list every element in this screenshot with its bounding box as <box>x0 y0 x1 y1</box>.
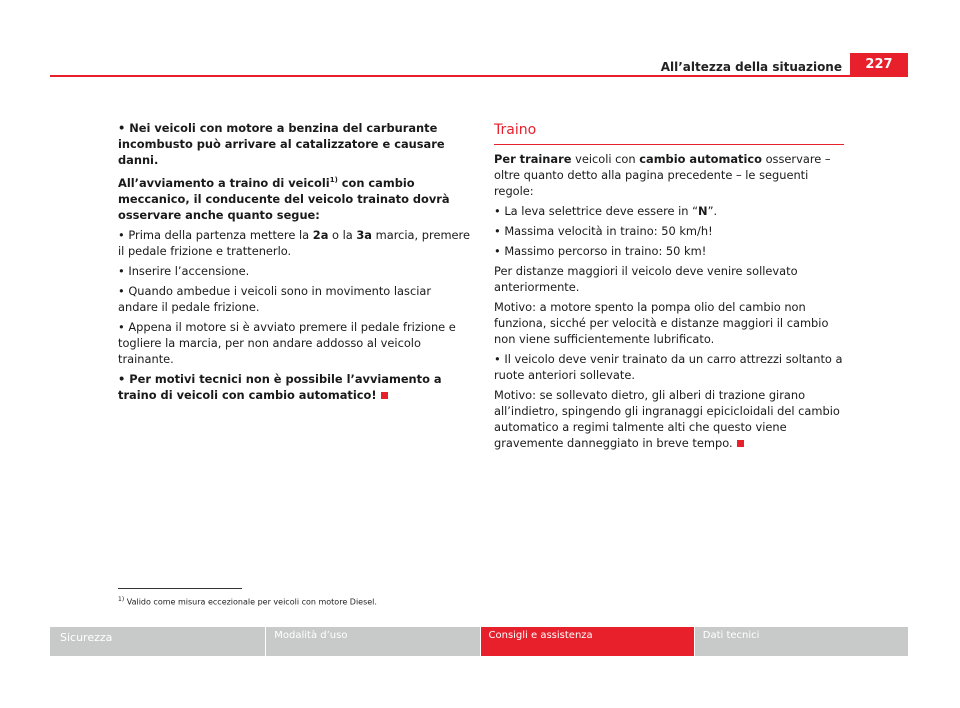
manual-towstart-text-a: All’avviamento a traino di veicoli <box>118 175 330 190</box>
reason-epicyclic <box>494 387 846 451</box>
footnote-rule <box>118 588 242 589</box>
end-marker-icon <box>381 392 388 399</box>
towing-intro <box>494 151 846 199</box>
rule-selector-neutral <box>494 203 846 219</box>
towing-intro-d: osservare – oltre quanto detto alla pagina precedente – le seguenti regole: <box>494 152 831 198</box>
nav-tab-modalita-duso[interactable]: Modalità d’uso <box>266 627 480 656</box>
left-column <box>118 120 470 407</box>
reason-epicyclic-text: Motivo: se sollevato dietro, gli alberi di trazione girano all’indietro, spingendo gli ingranaggi epicicloidali del cambio automatico a regimi talmente alti che questo viene gravemente danneggiato in breve tempo. <box>494 388 840 450</box>
header-rule <box>50 75 908 77</box>
footnote-ref: 1) <box>329 176 338 184</box>
rule-selector-a: • La leva selettrice deve essere in “ <box>494 204 699 218</box>
towing-intro-a: Per trainare <box>494 152 572 166</box>
rule-selector-b: ”. <box>707 204 718 218</box>
warning-automatic <box>118 371 470 403</box>
step-gear-text-b: marcia, premere il pedale frizione e trattenerlo. <box>118 227 470 258</box>
footer-nav <box>50 627 908 656</box>
section-title: Traino <box>494 122 844 145</box>
step-gear-text-mid: o la <box>328 227 357 242</box>
footnote <box>118 596 377 607</box>
rule-tow-truck: • Il veicolo deve venir trainato da un carro attrezzi soltanto a ruote anteriori sollevate. <box>494 352 843 382</box>
step-ignition: • Inserire l’accensione. <box>118 263 250 278</box>
step-gear-text-a: • Prima della partenza mettere la <box>118 227 313 242</box>
rule-max-distance: • Massimo percorso in traino: 50 km! <box>494 244 707 258</box>
nav-tab-consigli-assistenza[interactable]: Consigli e assistenza <box>481 627 695 656</box>
right-column <box>494 122 846 455</box>
reason-oil-pump: Motivo: a motore spento la pompa olio del cambio non funziona, sicché per velocità e distanze maggiori il cambio non viene sufficientemente lubrificato. <box>494 300 829 346</box>
step-select-gear <box>118 227 470 259</box>
towing-intro-b: veicoli con <box>571 152 640 166</box>
nav-tab-dati-tecnici[interactable]: Dati tecnici <box>695 627 908 656</box>
warning-automatic-text: • Per motivi tecnici non è possibile l’avviamento a traino di veicoli con cambio automatico! <box>118 371 442 402</box>
step-disengage-gear: • Appena il motore si è avviato premere il pedale frizione e togliere la marcia, per non andare addosso al veicolo trainante. <box>118 319 456 366</box>
step-release-clutch: • Quando ambedue i veicoli sono in movimento lasciar andare il pedale frizione. <box>118 283 432 314</box>
running-header-title: All’altezza della situazione <box>660 60 842 74</box>
manual-towstart-text-b: con cambio meccanico, il conducente del veicolo trainato dovrà osservare anche quanto segue: <box>118 175 450 222</box>
nav-tab-sicurezza[interactable]: Sicurezza <box>50 627 266 656</box>
rule-lift-front: Per distanze maggiori il veicolo deve venire sollevato anteriormente. <box>494 264 798 294</box>
manual-towstart-heading <box>118 172 470 223</box>
rule-max-speed: • Massima velocità in traino: 50 km/h! <box>494 224 713 238</box>
footnote-marker: 1) <box>118 596 125 603</box>
rule-selector-n: N <box>698 204 708 218</box>
gear-2a: 2a <box>312 227 329 242</box>
end-marker-icon <box>737 440 744 447</box>
footnote-text: Valido come misura eccezionale per veicoli con motore Diesel. <box>124 597 377 607</box>
towing-intro-c: cambio automatico <box>639 152 762 166</box>
page-number: 227 <box>850 53 908 75</box>
warning-catalyst: • Nei veicoli con motore a benzina del carburante incombusto può arrivare al catalizzatore e causare danni. <box>118 121 445 167</box>
gear-3a: 3a <box>356 227 372 242</box>
